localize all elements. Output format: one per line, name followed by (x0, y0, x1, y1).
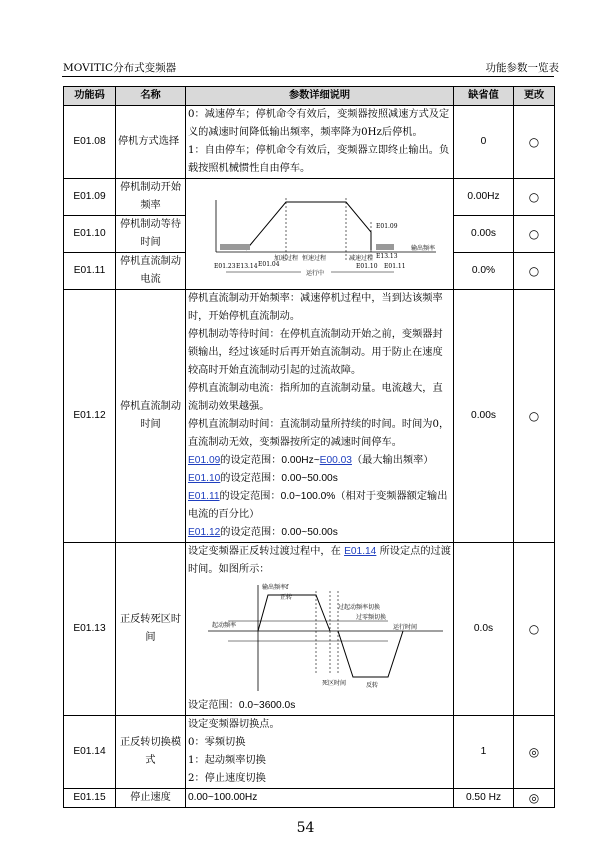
param-change: ○ (514, 290, 555, 543)
param-change: ○ (514, 106, 555, 179)
svg-text:运行中: 运行中 (306, 270, 325, 276)
svg-text:过零频切换: 过零频切换 (356, 614, 387, 621)
param-default: 0.00Hz (454, 179, 514, 216)
param-code: E01.08 (64, 106, 116, 179)
param-default: 0.00s (454, 290, 514, 543)
param-desc: 0.00~100.00Hz (186, 789, 454, 808)
freq-curve (246, 202, 371, 250)
table-row (64, 716, 555, 789)
header-rule (62, 76, 554, 77)
page-number: 54 (296, 820, 315, 836)
param-change: ○ (514, 253, 555, 290)
col-header-name: 名称 (116, 87, 186, 106)
param-default: 0.00s (454, 216, 514, 253)
param-desc: 停机直流制动开始频率：减速停机过程中，当到达该频率时，开始停机直流制动。 停机制动等待时间：在停机直流制动开始之前，变频器封锁输出，经过该延时后再开始直流制动。用于防止在速度较高时开始直流制动引起的过流故障。 停机直流制动电流：指所加的直流制动量。电流越大，直流制动效果越强。 停机直流制动时间：直流制动量所持续的时间。时间为0，直流制动无效，变频器按所定的减速时间停车。 E01.09的设定范围：0.00Hz~E00.03（最大输出频率） E01.10的设定范围：0.00~50.00s E01.11的设定范围：0.0~100.0%（相对于变频器额定输出电流的百分比） E01.12的设定范围：0.00~50.00s (186, 290, 454, 543)
table-row (64, 543, 555, 716)
parameter-table (63, 86, 555, 808)
svg-text:输出频率f: 输出频率f (262, 584, 289, 591)
svg-text:反转: 反转 (366, 682, 379, 689)
col-header-default: 缺省值 (454, 87, 514, 106)
link-e0111[interactable]: E01.11 (188, 491, 220, 502)
header-section: 功能参数一览表 (485, 62, 559, 74)
param-change: ◎ (514, 789, 555, 808)
param-code: E01.11 (64, 253, 116, 290)
rev-curve (338, 631, 403, 677)
svg-text:E01.23: E01.23 (214, 263, 236, 270)
param-default: 0.0s (454, 543, 514, 716)
param-default: 1 (454, 716, 514, 789)
svg-text:E01.04: E01.04 (258, 261, 280, 268)
svg-text:E01.11: E01.11 (384, 263, 406, 270)
param-code: E01.10 (64, 216, 116, 253)
svg-text:E01.09: E01.09 (376, 223, 398, 230)
param-change: ○ (514, 179, 555, 216)
param-change: ○ (514, 543, 555, 716)
svg-text:运行时间: 运行时间 (393, 624, 418, 631)
svg-text:恒速过程: 恒速过程 (302, 255, 327, 262)
link-e0003[interactable]: E00.03 (319, 455, 352, 466)
link-e0114[interactable]: E01.14 (344, 546, 377, 557)
param-name: 停机直流制动电流 (116, 253, 186, 290)
param-name: 停机制动开始频率 (116, 179, 186, 216)
param-name: 正反转切换模式 (116, 716, 186, 789)
col-header-code: 功能码 (64, 87, 116, 106)
param-desc: 0：减速停车；停机命令有效后，变频器按照减速方式及定义的减速时间降低输出频率，频率降为0Hz后停机。 1：自由停车；停机命令有效后，变频器立即终止输出。负载按照机械惯性自由停车。 (186, 106, 454, 179)
link-e0109[interactable]: E01.09 (188, 455, 221, 466)
svg-text:加速过程: 加速过程 (274, 255, 299, 262)
dc-block-stop (376, 244, 394, 250)
param-default: 0.50 Hz (454, 789, 514, 808)
table-row (64, 789, 555, 808)
deadband-diagram (188, 581, 450, 695)
param-change: ○ (514, 216, 555, 253)
param-code: E01.13 (64, 543, 116, 716)
svg-text:E13.14: E13.14 (236, 263, 258, 270)
table-row (64, 106, 555, 179)
fwd-curve (258, 595, 330, 631)
svg-text:正转: 正转 (280, 594, 293, 601)
param-name: 停止速度 (116, 789, 186, 808)
svg-text:E13.13: E13.13 (376, 253, 398, 260)
svg-text:过起动频率切换: 过起动频率切换 (338, 604, 381, 611)
param-code: E01.12 (64, 290, 116, 543)
svg-text:起动频率: 起动频率 (212, 622, 237, 629)
param-name: 停机制动等待时间 (116, 216, 186, 253)
svg-text:死区时间: 死区时间 (322, 680, 347, 687)
col-header-desc: 参数详细说明 (186, 87, 454, 106)
param-name: 正反转死区时间 (116, 543, 186, 716)
param-desc: 设定变频器正反转过渡过程中，在 E01.14 所设定点的过渡时间。如图所示： 输出频率f 正转 起动频率 过起动频率切换 过零频切换 运行时间 死区时间 反转 设定范围：0.0~3600.0s (186, 543, 454, 716)
col-header-change: 更改 (514, 87, 555, 106)
table-row (64, 290, 555, 543)
link-e0112[interactable]: E01.12 (188, 527, 221, 538)
param-desc: 设定变频器切换点。 0：零频切换 1：起动频率切换 2：停止速度切换 (186, 716, 454, 789)
param-code: E01.09 (64, 179, 116, 216)
svg-text:减速过程: 减速过程 (349, 255, 374, 262)
header-title: MOVITIC分布式变频器 (63, 62, 177, 74)
braking-timing-diagram (186, 192, 448, 276)
param-name: 停机方式选择 (116, 106, 186, 179)
param-code: E01.14 (64, 716, 116, 789)
param-default: 0 (454, 106, 514, 179)
link-e0110[interactable]: E01.10 (188, 473, 221, 484)
svg-text:输出频率: 输出频率 (411, 245, 436, 252)
table-header-row (64, 87, 555, 106)
dc-block-start (220, 244, 250, 250)
param-code: E01.15 (64, 789, 116, 808)
svg-text:E01.10: E01.10 (356, 263, 378, 270)
param-name: 停机直流制动时间 (116, 290, 186, 543)
braking-figure-cell (186, 179, 454, 290)
table-row (64, 179, 555, 216)
param-default: 0.0% (454, 253, 514, 290)
param-change: ◎ (514, 716, 555, 789)
